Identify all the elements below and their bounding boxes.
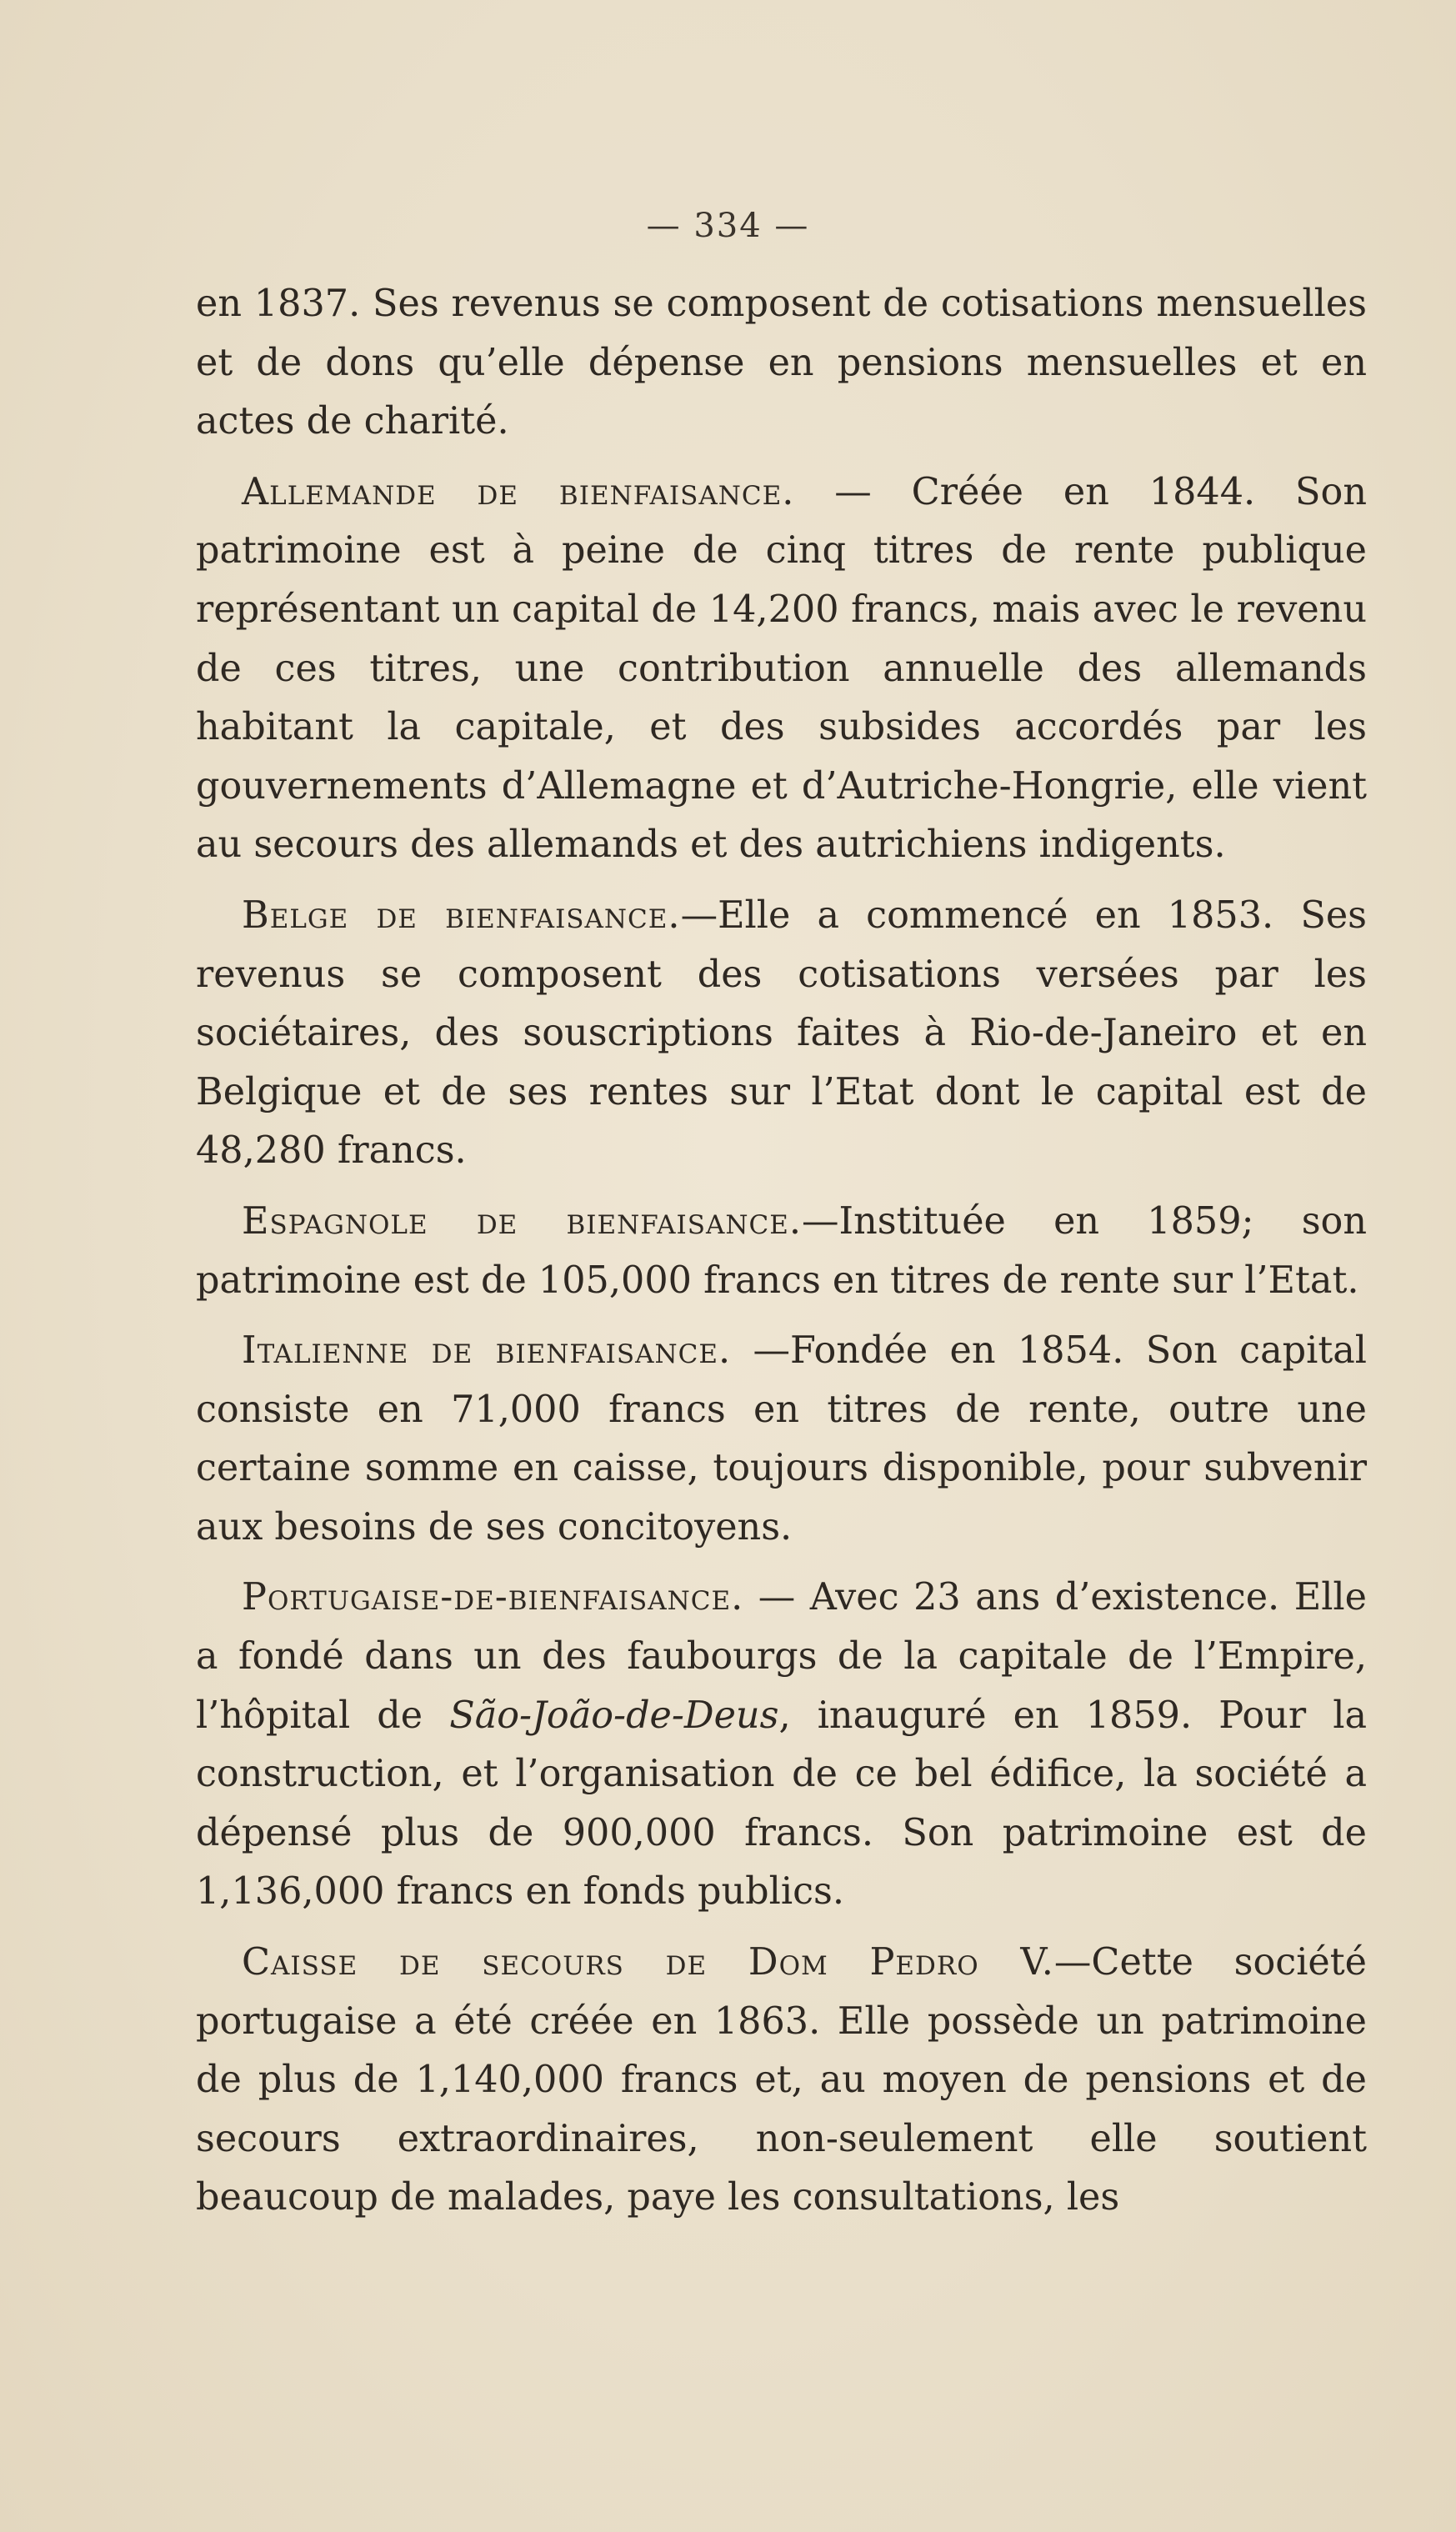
paragraph-italienne [196,1322,1367,1557]
paragraph-belge [196,887,1367,1181]
page-body [196,275,1367,2239]
paragraph-body-before: — Avec 23 ans d’existence. Elle a fondé dans un des faubourgs de la capitale de l’Empire, l’hôpital de [196,1576,1367,1737]
paragraph-body: en 1837. Ses revenus se composent de cotisations mensuelles et de dons qu’elle dépense en pensions mensuelles et en actes de charité. [196,283,1367,443]
paragraph-body: —Fondée en 1854. Son capital consiste en 71,000 francs en titres de rente, outre une certaine somme en caisse, toujours disponible, pour subvenir aux besoins de ses concitoyens. [196,1329,1367,1549]
paragraph-allemande [196,463,1367,875]
page-number: — 334 — [646,207,810,245]
section-heading-belge: Belge de bienfaisance. [242,893,681,937]
paragraph-continuation [196,275,1367,452]
paragraph-espagnole [196,1193,1367,1310]
section-heading-allemande: Allemande de bienfaisance. [242,470,795,513]
paragraph-caisse [196,1934,1367,2228]
paragraph-body-after: , inauguré en 1859. Pour la construction, et l’organisation de ce bel édifice, la société a dépensé plus de 900,000 francs. Son patrimoine est de 1,136,000 francs en fonds publics. [196,1694,1367,1914]
paragraph-body: —Cette société portugaise a été créée en 1863. Elle possède un patrimoine de plus de 1,140,000 francs et, au moyen de pensions et de secours extraordinaires, non-seulement elle soutient beaucoup de malades, paye les consultations, les [196,1941,1367,2219]
hospital-name: São-João-de-Deus [449,1694,779,1737]
paragraph-body: — Créée en 1844. Son patrimoine est à peine de cinq titres de rente publique représentant un capital de 14,200 francs, mais avec le revenu de ces titres, une contribution annuelle des allemands habitant la capitale, et des subsides accordés par les gouvernements d’Allemagne et d’Autriche-Hongrie, elle vient au secours des allemands et des autrichiens indigents. [196,470,1367,867]
section-heading-italienne: Italienne de bienfaisance. [242,1329,732,1373]
paragraph-body: —Elle a commencé en 1853. Ses revenus se composent des cotisations versées par les sociétaires, des souscriptions faites à Rio-de-Janeiro et en Belgique et de ses rentes sur l’Etat dont le capital est de 48,280 francs. [196,893,1367,1173]
section-heading-espagnole: Espagnole de bienfaisance. [242,1199,802,1243]
paragraph-portugaise [196,1569,1367,1922]
paragraph-body: —Instituée en 1859; son patrimoine est de 105,000 francs en titres de rente sur l’Etat. [196,1199,1367,1302]
section-heading-portugaise: Portugaise-de-bienfaisance. [242,1576,744,1619]
section-heading-caisse: Caisse de secours de Dom Pedro V. [242,1941,1054,1984]
